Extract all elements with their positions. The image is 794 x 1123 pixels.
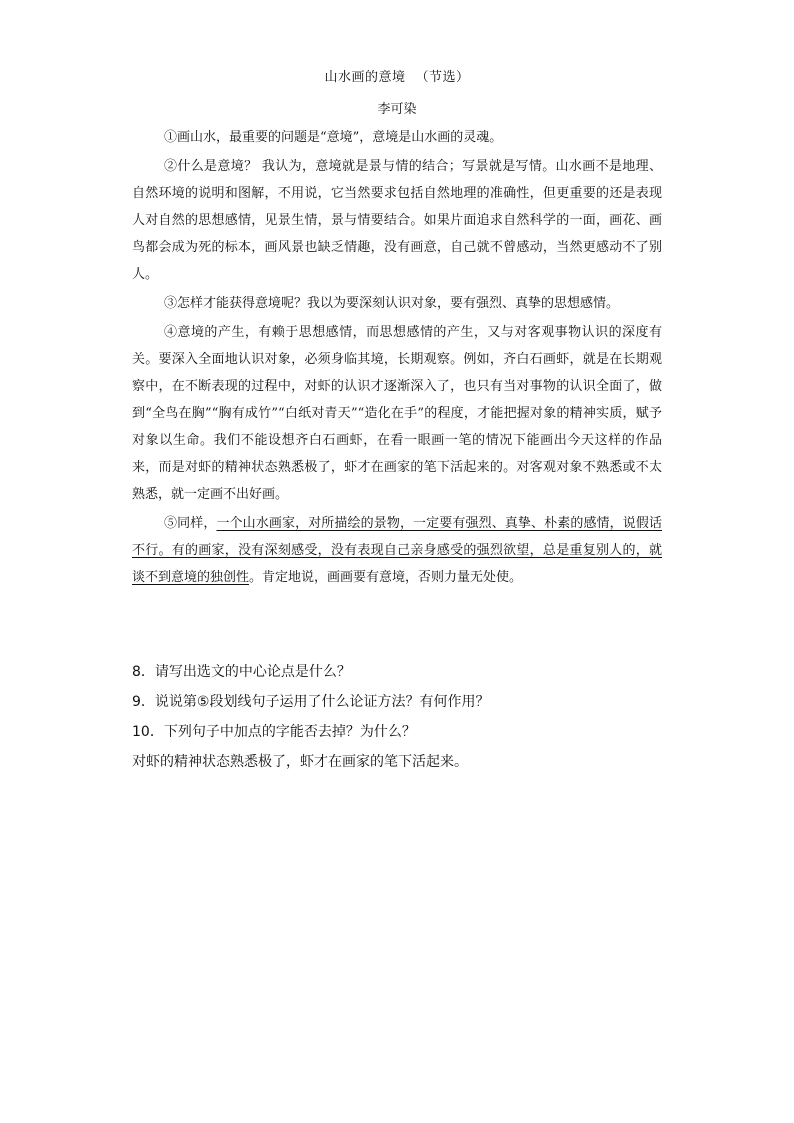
question-list — [132, 657, 672, 777]
article-author: 李可染 — [377, 102, 417, 117]
paragraph-5-lead: ⑤同样， — [164, 516, 217, 531]
question-10: 10．下列句子中加点的字能否去掉？为什么？ — [132, 724, 416, 740]
paragraph-4: ④意境的产生，有赖于思想感情，而思想感情的产生，又与对客观事物认识的深度有关。要深入全面地认识对象，必须身临其境，长期观察。例如，齐白石画虾，就是在长期观察中，在不断表现的过程中，对虾的认识才逐渐深入了，也只有当对事物的认识全面了，做到“全鸟在胸”“胸有成竹”“白纸对青天”“造化在手”的程度，才能把握对象的精神实质，赋予对象以生命。我们不能设想齐白石画虾，在看一眼画一笔的情况下能画出今天这样的作品来，而是对虾的精神状态熟悉极了，虾才在画家的笔下活起来的。对客观对象不熟悉或不太熟悉，就一定画不出好画。 — [132, 325, 662, 502]
question-10-sentence: 对虾的精神状态熟悉极了，虾才在画家的笔下活起来。 — [132, 754, 468, 770]
question-9: 9．说说第⑤段划线句子运用了什么论证方法？有何作用？ — [132, 694, 490, 710]
article-title: 山水画的意境 — [324, 70, 406, 85]
paragraph-5 — [132, 510, 662, 591]
article-title-line — [0, 66, 794, 85]
underlined-sentence: 一个山水画家，对所描绘的景物，一定要有强烈、真挚、朴素的感情，说假话不行。有的画家，没有深刻感受，没有表现自己亲身感受的强烈欲望，总是重复别人的，就谈不到意境的独创性 — [132, 516, 662, 585]
article-body — [132, 124, 662, 593]
paragraph-3: ③怎样才能获得意境呢？我以为要深刻认识对象，要有强烈、真挚的思想感情。 — [164, 296, 620, 311]
article-title-note: （节选） — [415, 70, 470, 85]
paragraph-5-tail: 。肯定地说，画画要有意境，否则力量无处使。 — [249, 570, 523, 585]
paragraph-2: ②什么是意境？ 我认为，意境就是景与情的结合；写景就是写情。山水画不是地理、自然环境的说明和图解，不用说，它当然要求包括自然地理的准确性，但更重要的还是表现人对自然的思想感情，见景生情，景与情要结合。如果片面追求自然科学的一面，画花、画鸟都会成为死的标本，画风景也缺乏情趣，没有画意，自己就不曾感动，当然更感动不了别人。 — [132, 159, 662, 282]
question-8: 8．请写出选文的中心论点是什么？ — [132, 664, 351, 680]
paragraph-1: ①画山水，最重要的问题是“意境”，意境是山水画的灵魂。 — [164, 130, 503, 145]
